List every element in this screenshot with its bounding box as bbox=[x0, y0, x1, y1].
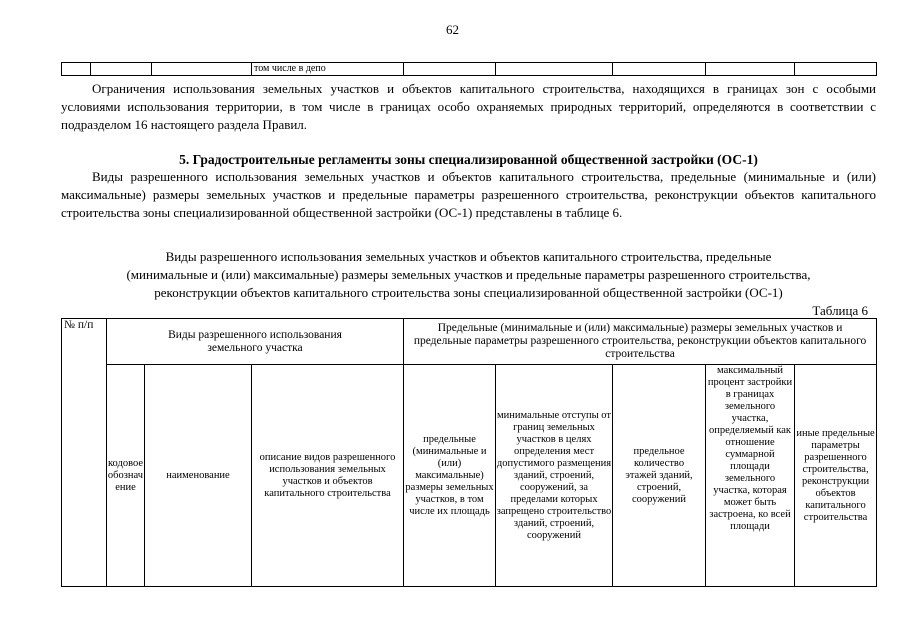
header-code: кодовое обозначение bbox=[107, 365, 145, 587]
table-cell bbox=[91, 63, 152, 76]
table-cell bbox=[496, 63, 613, 76]
header-name: наименование bbox=[145, 365, 252, 587]
header-plot-size: предельные (минимальные и (или) максимальные) размеры земельных участков, в том числе их площадь bbox=[404, 365, 496, 587]
header-floors: предельное количество этажей зданий, строений, сооружений bbox=[613, 365, 706, 587]
header-number: № п/п bbox=[62, 319, 107, 587]
intro-paragraph: Виды разрешенного использования земельных участков и объектов капитального строительства, предельные (минимальные и (или) максимальные) размеры земельных участков и предельные параметры разрешенного строительства, реконструкции объектов капитального строительства зоны специализированной общественной застройки (ОС-1) представлены в таблице 6. bbox=[61, 169, 876, 220]
table-caption-line: реконструкции объектов капитального строительства зоны специализированной общественной застройки (ОС-1) bbox=[154, 285, 783, 300]
header-group-parameters: Предельные (минимальные и (или) максимальные) размеры земельных участков и предельные параметры разрешенного строительства, реконструкции объектов капитального строительства bbox=[404, 319, 877, 365]
previous-table-continuation bbox=[61, 62, 877, 76]
header-description: описание видов разрешенного использования земельных участков и объектов капитального строительства bbox=[252, 365, 404, 587]
table-cell bbox=[613, 63, 706, 76]
section-heading: 5. Градостроительные регламенты зоны специализированной общественной застройки (ОС-1) bbox=[179, 152, 758, 167]
page-number: 62 bbox=[446, 22, 459, 37]
table-cell bbox=[795, 63, 877, 76]
header-building-percent: максимальный процент застройки в границах земельного участка, определяемый как отношение суммарной площади земельного участка, которая может быть застроена, ко всей площади bbox=[706, 365, 795, 587]
regulations-table bbox=[61, 318, 877, 587]
table-cell: том числе в депо bbox=[252, 63, 404, 76]
table-label: Таблица 6 bbox=[812, 303, 868, 318]
table-cell bbox=[152, 63, 252, 76]
table-cell bbox=[404, 63, 496, 76]
header-setbacks: минимальные отступы от границ земельных участков в целях определения мест допустимого размещения зданий, строений, сооружений, за пределами которых запрещено строительство зданий, строений, сооружений bbox=[496, 365, 613, 587]
header-group-uses: Виды разрешенного использования земельного участка bbox=[107, 319, 404, 365]
table-cell bbox=[62, 63, 91, 76]
header-other-parameters: иные предельные параметры разрешенного строительства, реконструкции объектов капитального строительства bbox=[795, 365, 877, 587]
table-caption bbox=[61, 248, 876, 302]
table-caption-line: (минимальные и (или) максимальные) размеры земельных участков и предельные параметры разрешенного строительства, bbox=[126, 267, 811, 282]
restrictions-paragraph: Ограничения использования земельных участков и объектов капитального строительства, находящихся в границах зон с особыми условиями использования территории, в том числе в границах особо охраняемых природных территорий, определяются в соответствии с подразделом 16 настоящего раздела Правил. bbox=[61, 81, 876, 132]
table-cell bbox=[706, 63, 795, 76]
table-caption-line: Виды разрешенного использования земельных участков и объектов капитального строительства, предельные bbox=[165, 249, 772, 264]
